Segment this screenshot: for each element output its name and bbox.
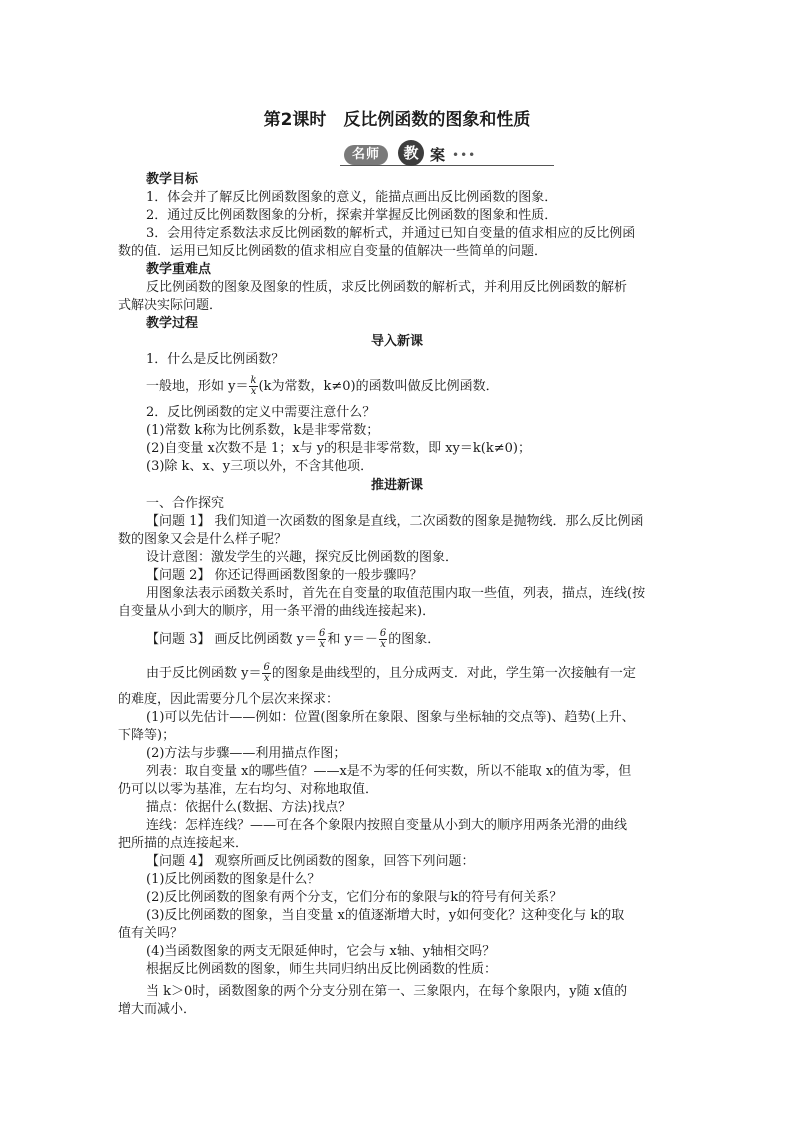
property-b: 增大而减小． (118, 1002, 197, 1017)
problem-1a: 【问题 1】 我们知道一次函数的图象是直线，二次函数的图象是抛物线．那么反比例函 (146, 514, 644, 529)
problem-4-3a: (3)反比例函数的图象，当自变量 x的值逐渐增大时，y如何变化？这种变化与 k的取 (146, 908, 625, 923)
problem-1-design: 设计意图：激发学生的兴趣，探究反比例函数的图象． (146, 550, 459, 565)
explanation-post: 的图象是曲线型的，且分成两支．对此，学生第一次接触有一定 (271, 666, 636, 681)
problem-3-explanation-b: 的难度，因此需要分几个层次来探求： (118, 692, 340, 707)
problem-2: 【问题 2】 你还记得画函数图象的一般步骤吗？ (146, 568, 423, 583)
problem-2-answer-b: 自变量从小到大的顺序，用一条平滑的曲线连接起来)． (118, 604, 436, 619)
problem-4-2: (2)反比例函数的图象有两个分支，它们分布的象限与k的符号有何关系？ (146, 890, 563, 905)
table-step-b: 仍可以以零为基准，左右均匀、对称地取值． (118, 782, 379, 797)
intro-heading: 导入新课 (370, 334, 423, 349)
property-a: 当 k＞0时，函数图象的两个分支分别在第一、三象限内，在每个象限内，y随 x值的 (146, 984, 628, 999)
goal-3a: 3．会用待定系数法求反比例函数的解析式，并通过已知自变量的值求相应的反比例函 (146, 226, 636, 241)
goal-1: 1．体会并了解反比例函数图象的意义，能描点画出反比例函数的图象． (146, 190, 558, 205)
teacher-plan-banner (340, 143, 554, 167)
definition-post: (k为常数，k≠0)的函数叫做反比例函数． (258, 379, 499, 394)
note-1: (1)常数 k称为比例系数，k是非零常数； (146, 423, 380, 438)
fraction-6-over-x (318, 629, 326, 650)
problem-1b: 数的图象又会是什么样子呢？ (118, 532, 288, 547)
fraction-denominator: x (250, 386, 257, 397)
fraction-6-over-x (379, 629, 387, 650)
connect-step-b: 把所描的点连接起来． (118, 836, 249, 851)
fraction-denominator: x (380, 639, 386, 650)
problem-3-explanation (146, 661, 706, 687)
advance-heading: 推进新课 (370, 478, 423, 493)
fraction-denominator: x (319, 639, 326, 650)
fraction-denominator: x (263, 673, 270, 684)
process-heading: 教学过程 (146, 316, 199, 331)
explanation-pre: 由于反比例函数 y＝ (146, 666, 262, 681)
table-step-a: 列表：取自变量 x的哪些值？——x是不为零的任何实数，所以不能取 x的值为零，但 (146, 764, 632, 779)
note-2: (2)自变量 x次数不是 1；x与 y的积是非零常数，即 xy＝k(k≠0)； (146, 441, 531, 456)
key-points-heading: 教学重难点 (146, 262, 212, 277)
goal-3b: 数的值．运用已知反比例函数的值求相应自变量的值解决一些简单的问题． (118, 244, 548, 259)
question-note: 2．反比例函数的定义中需要注意什么？ (146, 405, 376, 420)
definition-line (146, 374, 706, 400)
note-3: (3)除 k、x、y三项以外，不含其他项． (146, 459, 374, 474)
fraction-numerator: 6 (379, 628, 387, 639)
step-2: (2)方法与步骤——利用描点作图； (146, 746, 347, 761)
plot-step: 描点：依据什么(数据、方法)找点？ (146, 800, 352, 815)
goals-heading: 教学目标 (146, 172, 199, 187)
question-what: 1．什么是反比例函数？ (146, 352, 285, 367)
fraction-numerator: 6 (319, 628, 326, 639)
problem-4-4: (4)当函数图象的两支无限延伸时，它会与 x轴、y轴相交吗？ (146, 944, 496, 959)
page-title: 第2课时 反比例函数的图象和性质 (263, 110, 531, 130)
explore-heading: 一、合作探究 (146, 496, 225, 511)
problem-2-answer-a: 用图象法表示函数关系时，首先在自变量的取值范围内取一些值，列表，描点，连线(按 (146, 586, 646, 601)
fraction-6-over-x (262, 663, 270, 684)
key-points-a: 反比例函数的图象及图象的性质，求反比例函数的解析式，并利用反比例函数的解析 (146, 280, 628, 295)
problem-4-3b: 值有关吗？ (118, 926, 184, 941)
goal-2: 2．通过反比例函数图象的分析，探索并掌握反比例函数的图象和性质． (146, 208, 558, 223)
definition-pre: 一般地，形如 y＝ (146, 379, 249, 394)
problem-3-mid: 和 y＝－ (327, 632, 378, 647)
problem-4: 【问题 4】 观察所画反比例函数的图象，回答下列问题： (146, 854, 475, 869)
key-points-b: 式解决实际问题． (118, 298, 223, 313)
step-1b: 下降等)； (118, 728, 176, 743)
problem-3 (146, 627, 706, 653)
banner-rule (340, 165, 554, 166)
banner-label-tail: 案 (424, 145, 451, 165)
problem-4-1: (1)反比例函数的图象是什么？ (146, 872, 321, 887)
problem-3-post: 的图象． (388, 632, 441, 647)
connect-step-a: 连线：怎样连线？——可在各个象限内按照自变量从小到大的顺序用两条光滑的曲线 (146, 818, 628, 833)
fraction-numerator: k (250, 375, 257, 386)
step-1a: (1)可以先估计——例如：位置(图象所在象限、图象与坐标轴的交点等)、趋势(上升、 (146, 710, 635, 725)
definition-fraction (249, 376, 257, 397)
banner-label: 名师 (344, 145, 388, 165)
banner-dots: ••• (452, 148, 477, 162)
banner-badge: 教 (398, 140, 424, 166)
fraction-numerator: 6 (263, 662, 270, 673)
problem-3-pre: 【问题 3】 画反比例函数 y＝ (146, 632, 318, 647)
summary: 根据反比例函数的图象，师生共同归纳出反比例函数的性质： (146, 962, 498, 977)
